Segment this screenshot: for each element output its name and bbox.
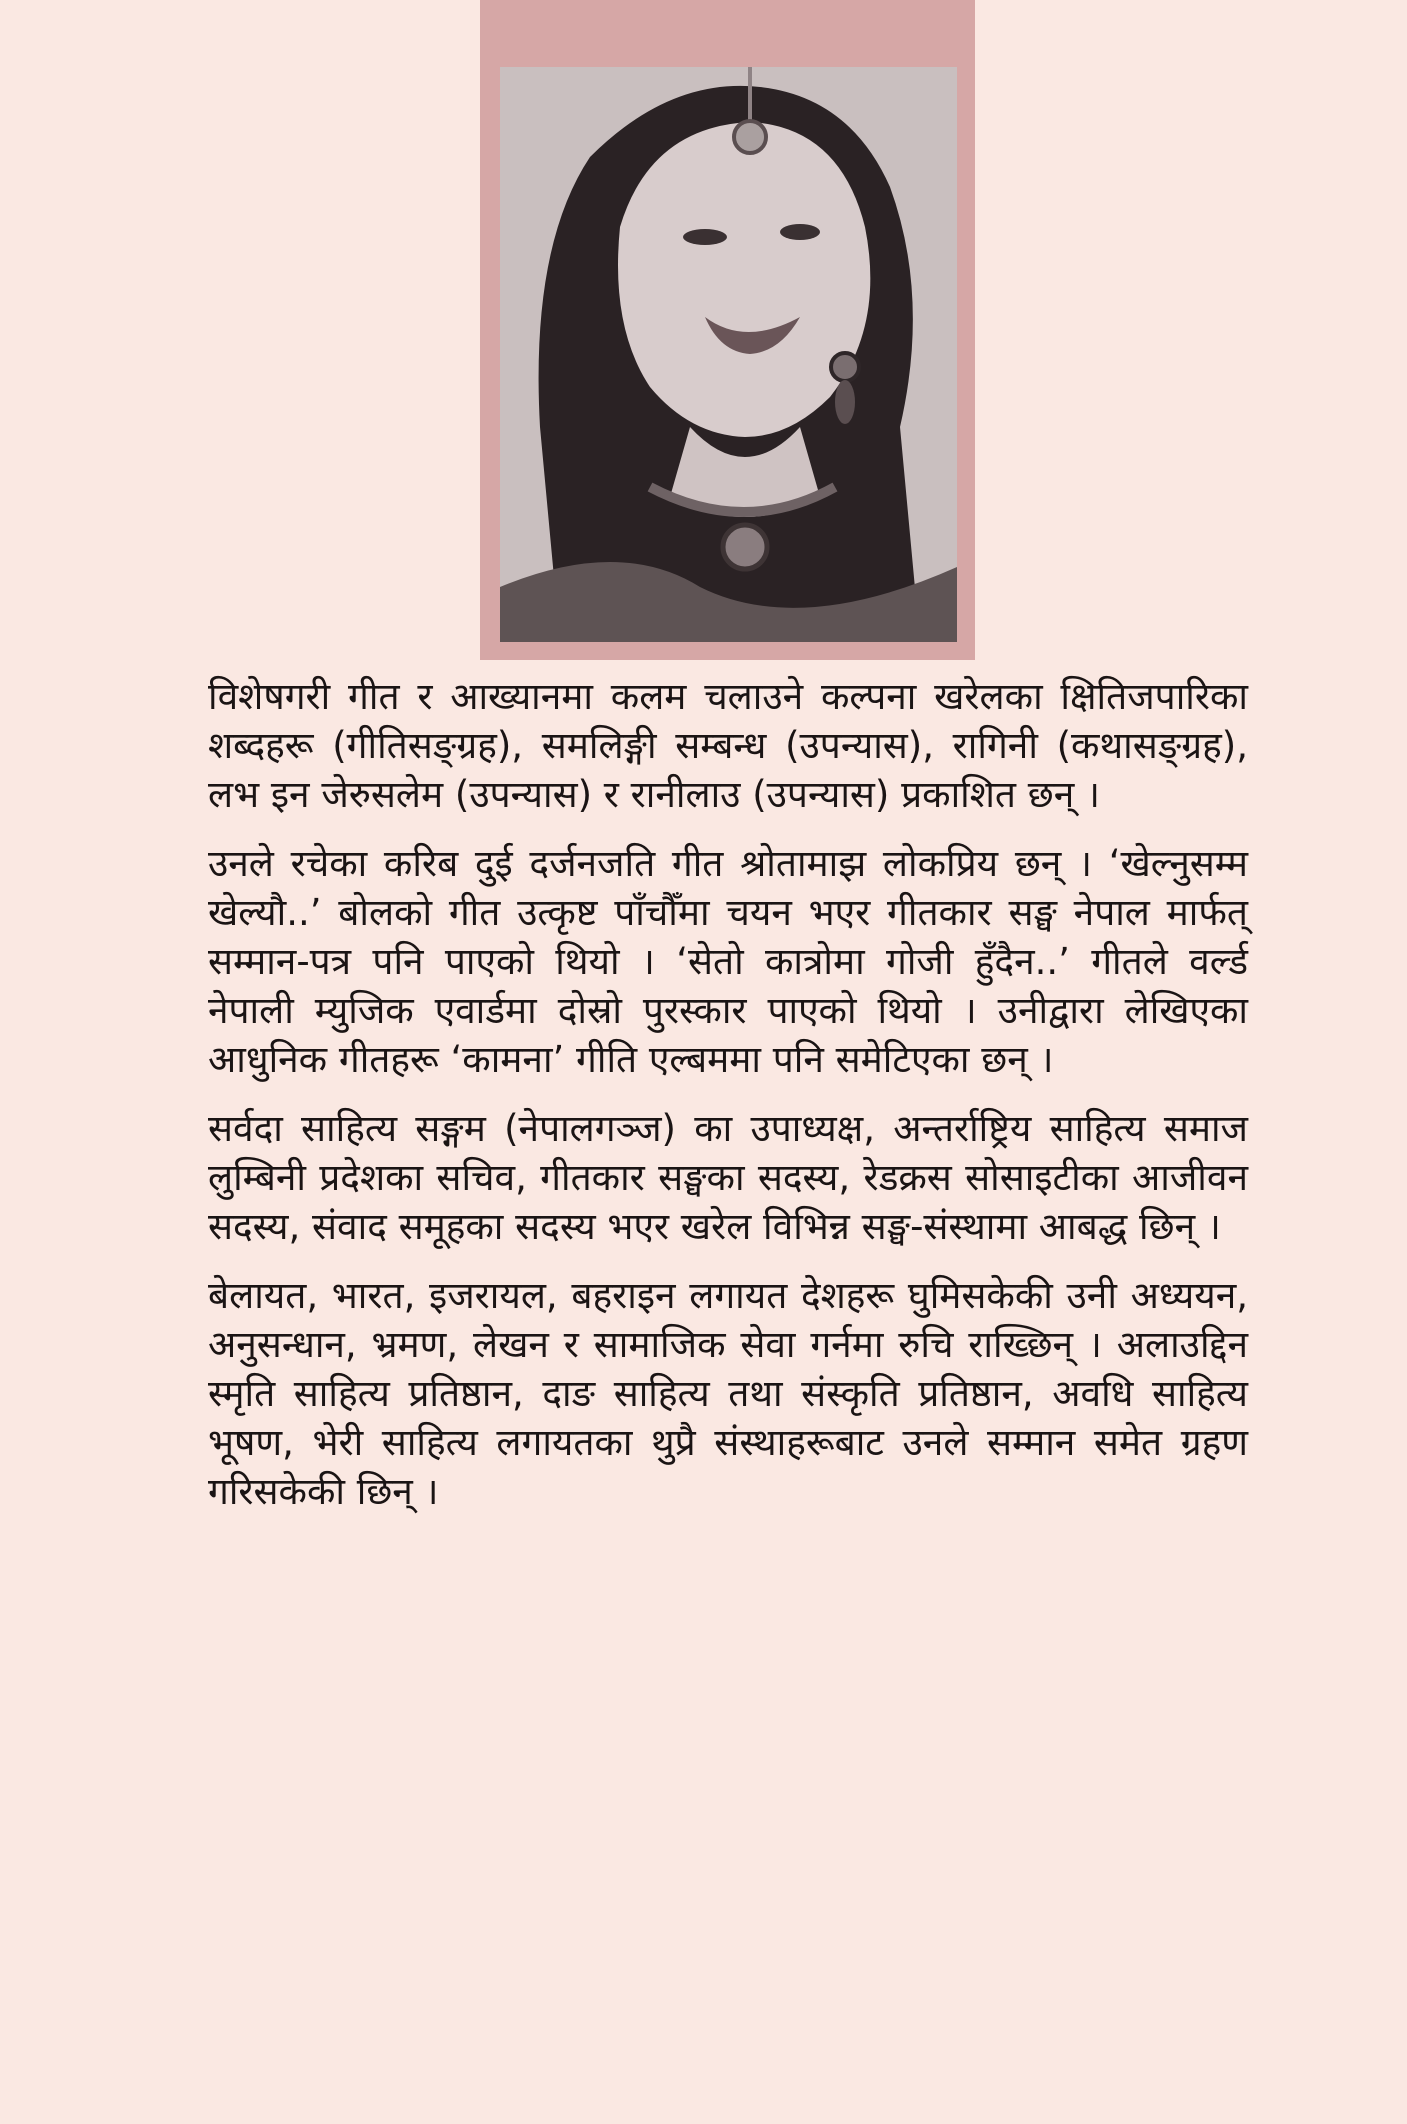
bio-paragraph-songs: उनले रचेका करिब दुई दर्जनजति गीत श्रोतामाझ लोकप्रिय छन् । ‘खेल्नुसम्म खेल्यौ..’ बोलको गीत उत्कृष्ट पाँचौँमा चयन भएर गीतकार सङ्घ नेपाल मार्फत् सम्मान-पत्र पनि पाएको थियो । ‘सेतो कात्रोमा गोजी हुँदैन..’ गीतले वर्ल्ड नेपाली म्युजिक एवार्डमा दोस्रो पुरस्कार पाएको थियो । उनीद्वारा लेखिएका आधुनिक गीतहरू ‘कामना’ गीति एल्बममा पनि समेटिएका छन् । [208, 842, 1248, 1081]
author-bio [208, 672, 1248, 1536]
bio-paragraph-travel-honors: बेलायत, भारत, इजरायल, बहराइन लगायत देशहरू घुमिसकेकी उनी अध्ययन, अनुसन्धान, भ्रमण, लेखन र सामाजिक सेवा गर्नमा रुचि राख्छिन् । अलाउद्दिन स्मृति साहित्य प्रतिष्ठान, दाङ साहित्य तथा संस्कृति प्रतिष्ठान, अवधि साहित्य भूषण, भेरी साहित्य लगायतका थुप्रै संस्थाहरूबाट उनले सम्मान समेत ग्रहण गरिसकेकी छिन् । [208, 1274, 1248, 1513]
author-portrait [500, 67, 957, 642]
bio-paragraph-affiliations: सर्वदा साहित्य सङ्गम (नेपालगञ्ज) का उपाध्यक्ष, अन्तर्राष्ट्रिय साहित्य समाज लुम्बिनी प्रदेशका सचिव, गीतकार सङ्घका सदस्य, रेडक्रस सोसाइटीका आजीवन सदस्य, संवाद समूहका सदस्य भएर खरेल विभिन्न सङ्घ-संस्थामा आबद्ध छिन् । [208, 1107, 1248, 1248]
bio-paragraph-publications: विशेषगरी गीत र आख्यानमा कलम चलाउने कल्पना खरेलका क्षितिजपारिका शब्दहरू (गीतिसङ्ग्रह), समलिङ्गी सम्बन्ध (उपन्यास), रागिनी (कथासङ्ग्रह), लभ इन जेरुसलेम (उपन्यास) र रानीलाउ (उपन्यास) प्रकाशित छन् । [208, 675, 1248, 816]
portrait-illustration [500, 67, 957, 642]
portrait-frame [480, 0, 975, 660]
